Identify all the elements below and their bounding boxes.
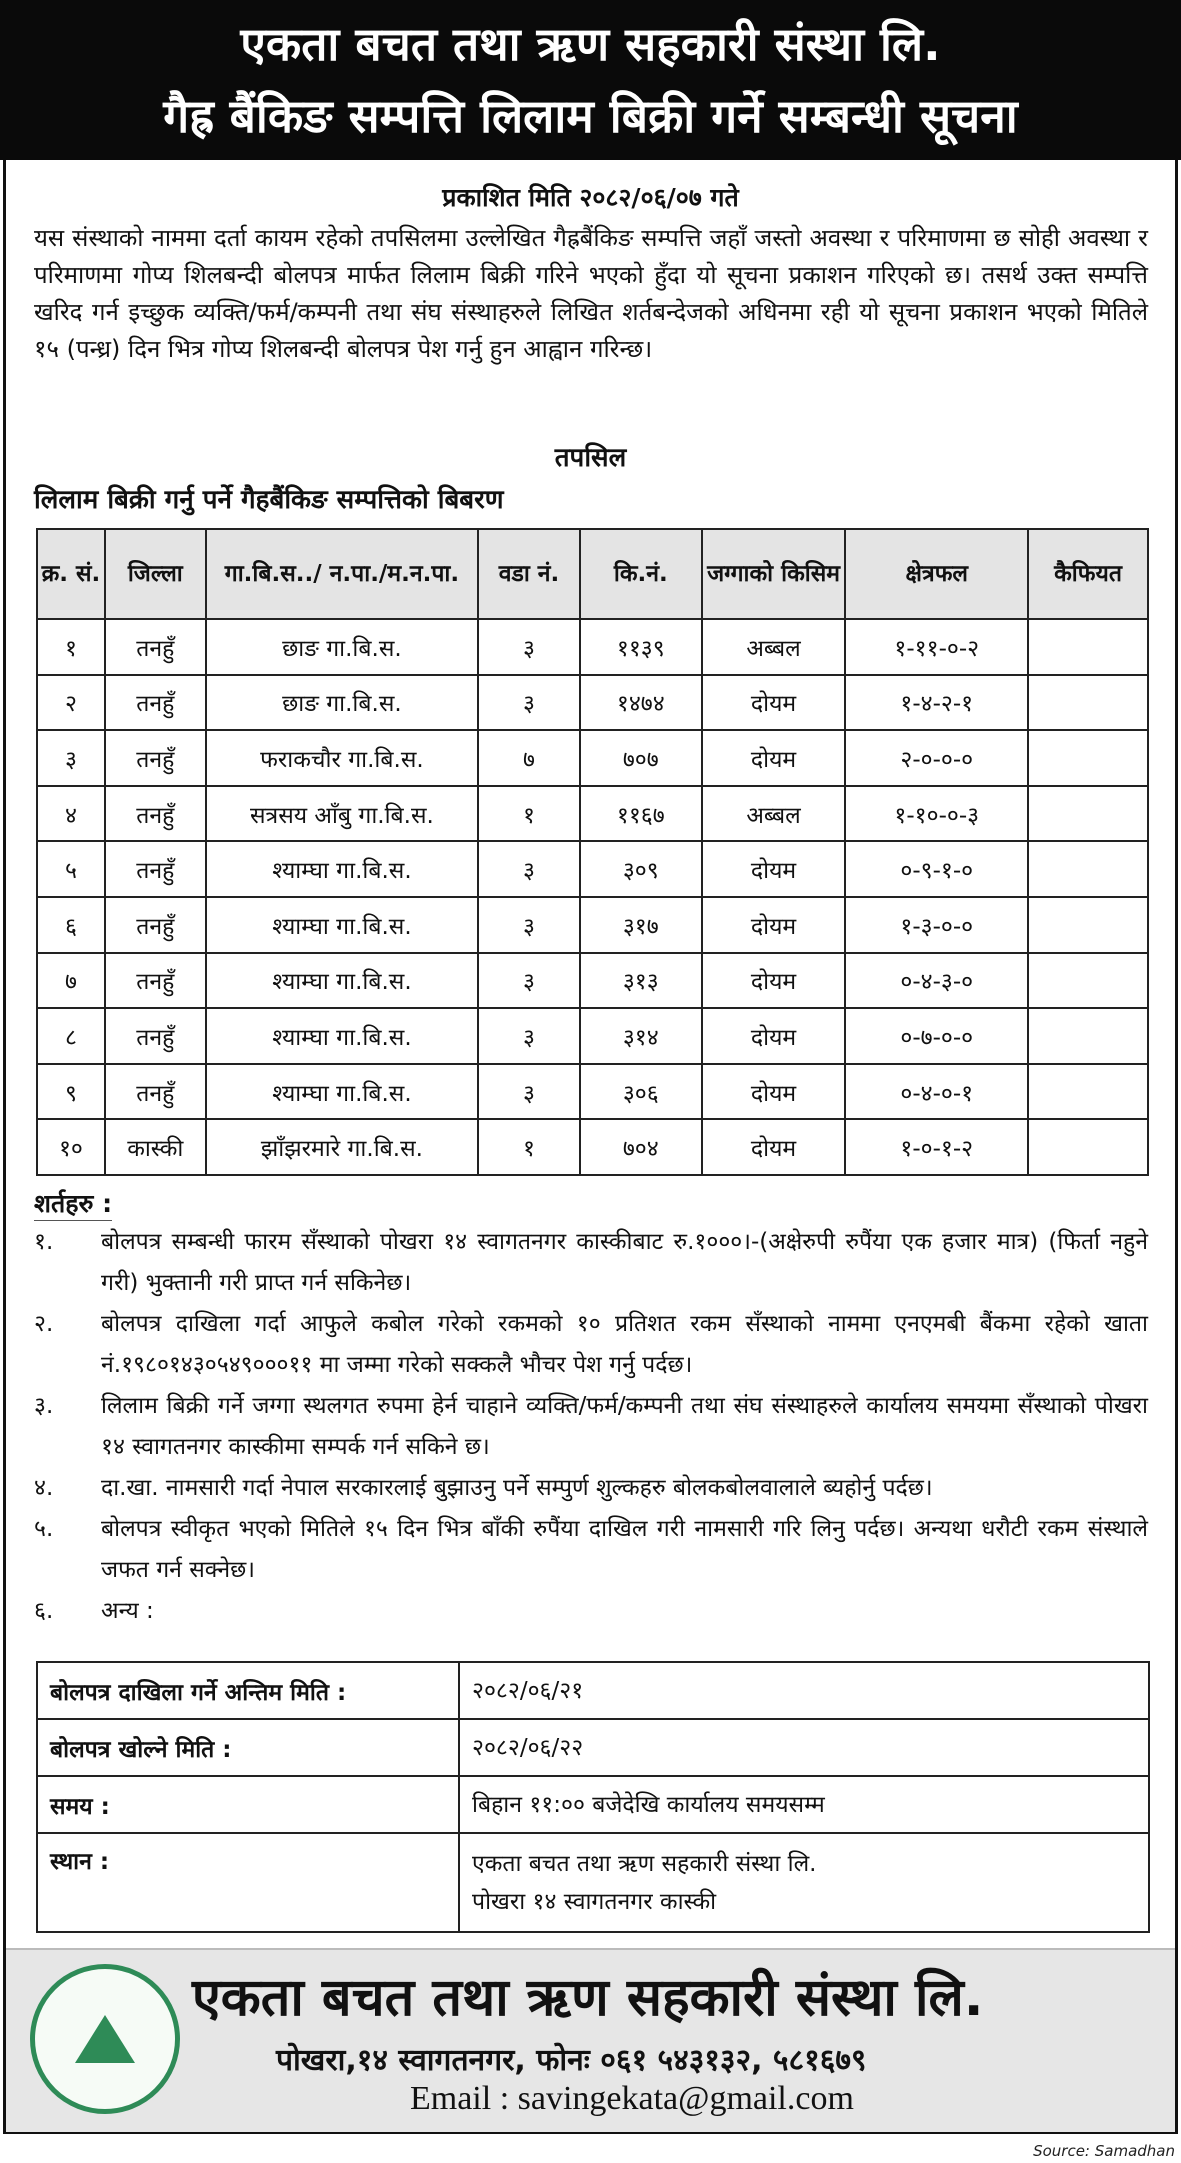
info-label: बोलपत्र खोल्ने मिति : [37, 1719, 459, 1776]
table-cell: ७०४ [580, 1119, 702, 1175]
column-header: क्षेत्रफल [845, 529, 1028, 619]
table-cell: दोयम [702, 730, 846, 786]
table-cell [1028, 1008, 1148, 1064]
table-cell: ३ [37, 730, 105, 786]
info-row [37, 1662, 1149, 1719]
footer-org-name: एकता बचत तथा ऋण सहकारी संस्था लि. [192, 1968, 984, 2028]
table-cell: सत्रसय आँबु गा.बि.स. [206, 786, 478, 842]
table-cell: तनहुँ [105, 619, 206, 675]
table-cell: १ [37, 619, 105, 675]
info-row [37, 1776, 1149, 1833]
table-cell: ३ [478, 841, 580, 897]
footer-banner [6, 1948, 1175, 2132]
table-cell: तनहुँ [105, 953, 206, 1009]
term-item [34, 1304, 1148, 1386]
table-cell [1028, 841, 1148, 897]
table-row [37, 619, 1148, 675]
term-text: बोलपत्र सम्बन्धी फारम सँस्थाको पोखरा १४ स्वागतनगर कास्कीबाट रु.१०००।-(अक्षेरुपी रुपैंया एक हजार मात्र) (फिर्ता नहुने गरी) भुक्तानी गरी प्राप्त गर्न सकिनेछ। [101, 1229, 1148, 1296]
term-item [34, 1509, 1148, 1591]
column-header: जिल्ला [105, 529, 206, 619]
info-label: बोलपत्र दाखिला गर्ने अन्तिम मिति : [37, 1662, 459, 1719]
table-row [37, 1119, 1148, 1175]
info-value: २०८२/०६/२१ [459, 1662, 1149, 1719]
table-cell: १-०-१-२ [845, 1119, 1028, 1175]
table-row [37, 1008, 1148, 1064]
term-number: १. [34, 1229, 54, 1255]
table-cell: दोयम [702, 1119, 846, 1175]
table-cell: छाङ गा.बि.स. [206, 675, 478, 731]
table-cell: १ [478, 1119, 580, 1175]
term-item [34, 1591, 1148, 1632]
bid-info-table [36, 1661, 1150, 1933]
table-cell: दोयम [702, 1008, 846, 1064]
table-cell: ११६७ [580, 786, 702, 842]
table-cell: २-०-०-० [845, 730, 1028, 786]
table-cell: तनहुँ [105, 897, 206, 953]
property-table [36, 528, 1149, 1176]
info-row [37, 1719, 1149, 1776]
table-row [37, 730, 1148, 786]
info-value: बिहान ११:०० बजेदेखि कार्यालय समयसम्म [459, 1776, 1149, 1833]
table-cell: दोयम [702, 1064, 846, 1120]
location-line-2: पोखरा १४ स्वागतनगर कास्की [472, 1888, 717, 1915]
table-cell: ३ [478, 1064, 580, 1120]
table-cell [1028, 953, 1148, 1009]
table-cell: तनहुँ [105, 730, 206, 786]
table-cell: २ [37, 675, 105, 731]
table-row [37, 1064, 1148, 1120]
term-item [34, 1386, 1148, 1468]
term-text: बोलपत्र स्वीकृत भएको मितिले १५ दिन भित्र बाँकी रुपैंया दाखिल गरी नामसारी गरि लिनु पर्दछ। अन्यथा धरौटी रकम संस्थाले जफत गर्न सक्नेछ। [101, 1516, 1148, 1583]
term-number: २. [34, 1311, 54, 1337]
term-item [34, 1222, 1148, 1304]
table-cell: तनहुँ [105, 1064, 206, 1120]
info-label: समय : [37, 1776, 459, 1833]
table-cell: दोयम [702, 953, 846, 1009]
table-cell: १० [37, 1119, 105, 1175]
term-number: ४. [34, 1475, 54, 1501]
term-text: लिलाम बिक्री गर्ने जग्गा स्थलगत रुपमा हेर्न चाहाने व्यक्ति/फर्म/कम्पनी तथा संघ संस्थाहरुले कार्यालय समयमा सँस्थाको पोखरा १४ स्वागतनगर कास्कीमा सम्पर्क गर्न सकिने छ। [101, 1393, 1148, 1460]
info-label: स्थान : [37, 1833, 459, 1932]
info-value: २०८२/०६/२२ [459, 1719, 1149, 1776]
table-cell: दोयम [702, 675, 846, 731]
published-date: प्रकाशित मिति २०८२/०६/०७ गते [442, 183, 739, 212]
table-cell: ७ [478, 730, 580, 786]
table-row [37, 786, 1148, 842]
table-cell: ३०६ [580, 1064, 702, 1120]
table-cell: १-४-२-१ [845, 675, 1028, 731]
source-credit: Source: Samadhan [1033, 2142, 1175, 2160]
term-number: ६. [34, 1598, 54, 1624]
info-value [459, 1833, 1149, 1932]
table-cell: ५ [37, 841, 105, 897]
table-cell [1028, 1119, 1148, 1175]
term-text: अन्य : [101, 1598, 154, 1624]
table-cell: अब्बल [702, 786, 846, 842]
column-header: गा.बि.स../ न.पा./म.न.पा. [206, 529, 478, 619]
table-cell: श्याम्घा गा.बि.स. [206, 897, 478, 953]
table-cell: ०-९-१-० [845, 841, 1028, 897]
table-cell: ७ [37, 953, 105, 1009]
table-cell: १ [478, 786, 580, 842]
table-cell: अब्बल [702, 619, 846, 675]
table-cell: फराकचौर गा.बि.स. [206, 730, 478, 786]
table-cell: ३ [478, 1008, 580, 1064]
table-cell: झाँझरमारे गा.बि.स. [206, 1119, 478, 1175]
table-cell [1028, 730, 1148, 786]
schedule-heading: तपसिल [554, 443, 627, 473]
table-row [37, 897, 1148, 953]
table-cell: श्याम्घा गा.बि.स. [206, 953, 478, 1009]
table-cell: ४ [37, 786, 105, 842]
table-cell [1028, 786, 1148, 842]
table-cell: ८ [37, 1008, 105, 1064]
table-cell: श्याम्घा गा.बि.स. [206, 841, 478, 897]
table-cell: दोयम [702, 897, 846, 953]
table-cell: १-१०-०-३ [845, 786, 1028, 842]
table-cell [1028, 1064, 1148, 1120]
table-cell [1028, 619, 1148, 675]
terms-heading: शर्तहरु : [34, 1186, 112, 1221]
table-cell: ३ [478, 675, 580, 731]
table-cell: कास्की [105, 1119, 206, 1175]
notice-header [0, 0, 1181, 160]
table-cell: ३०९ [580, 841, 702, 897]
term-text: बोलपत्र दाखिला गर्दा आफुले कबोल गरेको रकमको १० प्रतिशत रकम सँस्थाको नाममा एनएमबी बैंकमा रहेको खाता नं.१९८०१४३०५४९०००११ मा जम्मा गरेको सक्कलै भौचर पेश गर्नु पर्दछ। [101, 1311, 1148, 1378]
footer-email[interactable]: Email : savingekata@gmail.com [410, 2080, 854, 2117]
cooperative-logo-icon [30, 1964, 180, 2114]
table-cell: १४७४ [580, 675, 702, 731]
table-header-row [37, 529, 1148, 619]
column-header: जग्गाको किसिम [702, 529, 846, 619]
table-cell: ३ [478, 619, 580, 675]
table-cell: तनहुँ [105, 841, 206, 897]
footer-address: पोखरा,१४ स्वागतनगर, फोनः ०६१ ५४३१३२, ५८१६७९ [276, 2043, 867, 2078]
table-cell: ०-४-३-० [845, 953, 1028, 1009]
table-row [37, 953, 1148, 1009]
term-number: ५. [34, 1516, 54, 1542]
table-cell: तनहुँ [105, 786, 206, 842]
table-cell [1028, 897, 1148, 953]
table-cell: ३ [478, 897, 580, 953]
table-cell: ३ [478, 953, 580, 1009]
table-cell: १-३-०-० [845, 897, 1028, 953]
column-header: कि.नं. [580, 529, 702, 619]
table-row [37, 841, 1148, 897]
table-cell: दोयम [702, 841, 846, 897]
info-row [37, 1833, 1149, 1932]
table-cell: तनहुँ [105, 675, 206, 731]
column-header: वडा नं. [478, 529, 580, 619]
table-cell: ९ [37, 1064, 105, 1120]
table-cell: ०-७-०-० [845, 1008, 1028, 1064]
table-cell: ०-४-०-१ [845, 1064, 1028, 1120]
term-text: दा.खा. नामसारी गर्दा नेपाल सरकारलाई बुझाउनु पर्ने सम्पुर्ण शुल्कहरु बोलकबोलवालाले ब्यहोर्नु पर्दछ। [101, 1475, 933, 1501]
terms-list [34, 1222, 1148, 1632]
table-cell: ३१४ [580, 1008, 702, 1064]
table-cell: ३१७ [580, 897, 702, 953]
table-cell: श्याम्घा गा.बि.स. [206, 1008, 478, 1064]
table-cell: छाङ गा.बि.स. [206, 619, 478, 675]
table-cell: श्याम्घा गा.बि.स. [206, 1064, 478, 1120]
intro-paragraph: यस संस्थाको नाममा दर्ता कायम रहेको तपसिलमा उल्लेखित गैह्रबैंकिङ सम्पत्ति जहाँ जस्तो अवस्था र परिमाणमा छ सोही अवस्था र परिमाणमा गोप्य शिलबन्दी बोलपत्र मार्फत लिलाम बिक्री गरिने भएको हुँदा यो सूचना प्रकाशन गरिएको छ। तसर्थ उक्त सम्पत्ति खरिद गर्न इच्छुक व्यक्ति/फर्म/कम्पनी तथा संघ संस्थाहरुले लिखित शर्तबन्देजको अधिनमा रही यो सूचना प्रकाशन भएको मितिले १५ (पन्ध्र) दिन भित्र गोप्य शिलबन्दी बोलपत्र पेश गर्नु हुन आह्वान गरिन्छ। [34, 224, 1148, 363]
table-cell: १-११-०-२ [845, 619, 1028, 675]
table-cell: ३१३ [580, 953, 702, 1009]
notice-title: गैह्र बैंकिङ सम्पत्ति लिलाम बिक्री गर्ने सम्बन्धी सूचना [163, 89, 1018, 143]
column-header: कैफियत [1028, 529, 1148, 619]
table-row [37, 675, 1148, 731]
org-title: एकता बचत तथा ऋण सहकारी संस्था लि. [240, 17, 941, 71]
table-cell: ६ [37, 897, 105, 953]
table-title: लिलाम बिक्री गर्नु पर्ने गैहबैंकिङ सम्पत्तिको बिबरण [34, 485, 504, 515]
column-header: क्र. सं. [37, 529, 105, 619]
term-number: ३. [34, 1393, 54, 1419]
table-cell [1028, 675, 1148, 731]
location-line-1: एकता बचत तथा ऋण सहकारी संस्था लि. [472, 1850, 817, 1877]
table-cell: ७०७ [580, 730, 702, 786]
table-cell: ११३९ [580, 619, 702, 675]
term-item [34, 1468, 1148, 1509]
table-cell: तनहुँ [105, 1008, 206, 1064]
